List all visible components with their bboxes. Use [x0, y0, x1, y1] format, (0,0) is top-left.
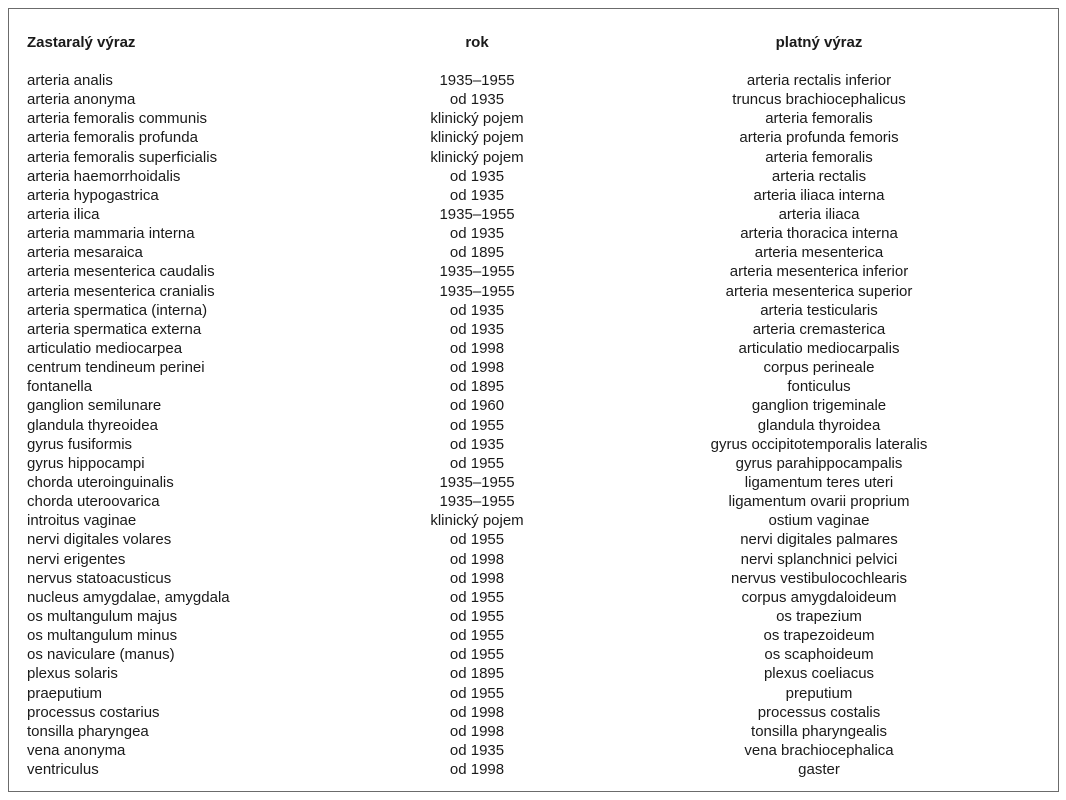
- table-row: [9, 71, 1058, 90]
- year-cell: od 1935: [449, 225, 505, 243]
- obsolete-term-cell: arteria femoralis communis: [27, 110, 208, 128]
- valid-term-cell: arteria thoracica interna: [740, 225, 898, 243]
- obsolete-term-cell: arteria femoralis superficialis: [27, 148, 218, 166]
- table-row: [9, 530, 1058, 549]
- valid-term-cell: corpus perineale: [763, 359, 875, 377]
- header-valid-term: platný výraz: [775, 34, 863, 51]
- valid-term-cell: arteria mesenterica: [754, 244, 884, 262]
- year-cell: od 1935: [449, 91, 505, 109]
- valid-term-cell: ligamentum ovarii proprium: [728, 493, 910, 511]
- obsolete-term-cell: arteria hypogastrica: [27, 186, 159, 204]
- obsolete-term-cell: arteria spermatica (interna): [27, 301, 208, 319]
- table-row: [9, 435, 1058, 454]
- obsolete-term-cell: articulatio mediocarpea: [27, 339, 183, 357]
- table-row: [9, 473, 1058, 492]
- obsolete-term-cell: gyrus fusiformis: [27, 435, 133, 453]
- valid-term-cell: gaster: [798, 761, 840, 779]
- obsolete-term-cell: os multangulum minus: [27, 627, 178, 645]
- table-row: [9, 243, 1058, 262]
- valid-term-cell: articulatio mediocarpalis: [738, 339, 900, 357]
- obsolete-term-cell: introitus vaginae: [27, 512, 137, 530]
- table-row: [9, 722, 1058, 741]
- year-cell: od 1998: [449, 722, 505, 740]
- year-cell: klinický pojem: [430, 110, 524, 128]
- obsolete-term-cell: nervus statoacusticus: [27, 569, 172, 587]
- year-cell: od 1895: [449, 378, 505, 396]
- obsolete-term-cell: vena anonyma: [27, 741, 126, 759]
- year-cell: od 1955: [449, 454, 505, 472]
- table-row: [9, 224, 1058, 243]
- terminology-table: [8, 8, 1059, 792]
- obsolete-term-cell: centrum tendineum perinei: [27, 359, 205, 377]
- table-row: [9, 109, 1058, 128]
- valid-term-cell: arteria testicularis: [760, 301, 878, 319]
- obsolete-term-cell: os multangulum majus: [27, 607, 178, 625]
- obsolete-term-cell: praeputium: [27, 684, 103, 702]
- table-row: [9, 167, 1058, 186]
- valid-term-cell: arteria femoralis: [765, 148, 873, 166]
- year-cell: od 1935: [449, 301, 505, 319]
- table-row: [9, 607, 1058, 626]
- valid-term-cell: gyrus parahippocampalis: [735, 454, 903, 472]
- obsolete-term-cell: ventriculus: [27, 761, 99, 779]
- year-cell: 1935–1955: [439, 72, 515, 89]
- valid-term-cell: arteria femoralis: [765, 110, 873, 128]
- table-row: [9, 396, 1058, 415]
- year-cell: od 1998: [449, 359, 505, 377]
- valid-term-cell: nervi splanchnici pelvici: [740, 550, 898, 568]
- year-cell: od 1998: [449, 761, 505, 779]
- year-cell: od 1998: [449, 550, 505, 568]
- table-row: [9, 511, 1058, 530]
- obsolete-term-cell: ganglion semilunare: [27, 397, 162, 415]
- valid-term-cell: ganglion trigeminale: [751, 397, 887, 415]
- year-cell: 1935–1955: [439, 493, 515, 511]
- obsolete-term-cell: arteria anonyma: [27, 91, 136, 109]
- table-row: [9, 377, 1058, 396]
- year-cell: od 1998: [449, 569, 505, 587]
- table-row: [9, 454, 1058, 473]
- obsolete-term-cell: gyrus hippocampi: [27, 454, 145, 472]
- year-cell: od 1960: [449, 397, 505, 415]
- valid-term-cell: arteria rectalis: [771, 167, 867, 185]
- table-row: [9, 205, 1058, 224]
- table-row: [9, 569, 1058, 588]
- valid-term-cell: arteria cremasterica: [752, 320, 886, 338]
- table-row: [9, 664, 1058, 683]
- obsolete-term-cell: nucleus amygdalae, amygdala: [27, 588, 230, 606]
- table-row: [9, 90, 1058, 109]
- valid-term-cell: nervi digitales palmares: [740, 531, 898, 549]
- table-row: [9, 684, 1058, 703]
- obsolete-term-cell: os naviculare (manus): [27, 646, 175, 664]
- valid-term-cell: os trapezoideum: [763, 627, 875, 645]
- year-cell: 1935–1955: [439, 473, 515, 491]
- table-row: [9, 741, 1058, 760]
- obsolete-term-cell: fontanella: [27, 378, 93, 396]
- valid-term-cell: os scaphoideum: [764, 646, 874, 664]
- year-cell: od 1955: [449, 588, 505, 606]
- year-cell: 1935–1955: [439, 282, 515, 300]
- year-cell: od 1895: [449, 244, 505, 262]
- obsolete-term-cell: tonsilla pharyngea: [27, 722, 149, 740]
- valid-term-cell: ostium vaginae: [768, 512, 870, 530]
- table-row: [9, 339, 1058, 358]
- year-cell: 1935–1955: [439, 263, 515, 281]
- valid-term-cell: vena brachiocephalica: [744, 741, 894, 759]
- header-year: rok: [465, 34, 489, 51]
- table-row: [9, 282, 1058, 301]
- year-cell: od 1955: [449, 684, 505, 702]
- table-body: [9, 71, 1058, 779]
- valid-term-cell: fonticulus: [787, 378, 851, 396]
- year-cell: od 1895: [449, 665, 505, 683]
- valid-term-cell: os trapezium: [776, 607, 862, 625]
- valid-term-cell: arteria iliaca interna: [753, 186, 885, 204]
- table-row: [9, 186, 1058, 205]
- valid-term-cell: arteria mesenterica superior: [725, 282, 913, 300]
- obsolete-term-cell: chorda uteroinguinalis: [27, 473, 174, 491]
- table-row: [9, 262, 1058, 281]
- valid-term-cell: preputium: [785, 684, 853, 702]
- obsolete-term-cell: nervi erigentes: [27, 550, 126, 568]
- table-row: [9, 492, 1058, 511]
- obsolete-term-cell: arteria analis: [27, 72, 113, 89]
- year-cell: od 1935: [449, 435, 505, 453]
- year-cell: klinický pojem: [430, 148, 524, 166]
- valid-term-cell: corpus amygdaloideum: [741, 588, 897, 606]
- valid-term-cell: processus costalis: [757, 703, 881, 721]
- year-cell: od 1955: [449, 416, 505, 434]
- valid-term-cell: plexus coeliacus: [763, 665, 875, 683]
- table-row: [9, 645, 1058, 664]
- table-header: [9, 33, 1058, 53]
- table-row: [9, 550, 1058, 569]
- table-row: [9, 128, 1058, 147]
- obsolete-term-cell: arteria mesaraica: [27, 244, 143, 262]
- year-cell: od 1955: [449, 646, 505, 664]
- obsolete-term-cell: arteria mesenterica cranialis: [27, 282, 215, 300]
- obsolete-term-cell: chorda uteroovarica: [27, 493, 160, 511]
- year-cell: od 1935: [449, 320, 505, 338]
- valid-term-cell: tonsilla pharyngealis: [751, 722, 887, 740]
- obsolete-term-cell: arteria spermatica externa: [27, 320, 202, 338]
- valid-term-cell: glandula thyroidea: [757, 416, 881, 434]
- obsolete-term-cell: processus costarius: [27, 703, 160, 721]
- table-row: [9, 301, 1058, 320]
- valid-term-cell: arteria mesenterica inferior: [729, 263, 909, 281]
- table-row: [9, 358, 1058, 377]
- header-obsolete-term: Zastaralý výraz: [27, 34, 136, 51]
- valid-term-cell: nervus vestibulocochlearis: [731, 569, 907, 587]
- obsolete-term-cell: arteria mammaria interna: [27, 225, 195, 243]
- valid-term-cell: arteria iliaca: [778, 205, 860, 223]
- table-row: [9, 320, 1058, 339]
- year-cell: od 1998: [449, 339, 505, 357]
- obsolete-term-cell: plexus solaris: [27, 665, 118, 683]
- table-row: [9, 760, 1058, 779]
- obsolete-term-cell: arteria mesenterica caudalis: [27, 263, 215, 281]
- year-cell: od 1955: [449, 607, 505, 625]
- valid-term-cell: ligamentum teres uteri: [744, 473, 894, 491]
- table-row: [9, 588, 1058, 607]
- obsolete-term-cell: arteria ilica: [27, 205, 100, 223]
- year-cell: od 1935: [449, 167, 505, 185]
- year-cell: od 1998: [449, 703, 505, 721]
- obsolete-term-cell: glandula thyreoidea: [27, 416, 158, 434]
- valid-term-cell: arteria profunda femoris: [739, 129, 899, 147]
- obsolete-term-cell: arteria femoralis profunda: [27, 129, 198, 147]
- year-cell: klinický pojem: [430, 129, 524, 147]
- year-cell: klinický pojem: [430, 512, 524, 530]
- year-cell: od 1935: [449, 186, 505, 204]
- year-cell: 1935–1955: [439, 205, 515, 223]
- table-row: [9, 626, 1058, 645]
- table-row: [9, 416, 1058, 435]
- table-row: [9, 703, 1058, 722]
- table-row: [9, 148, 1058, 167]
- valid-term-cell: truncus brachiocephalicus: [732, 91, 906, 109]
- valid-term-cell: gyrus occipitotemporalis lateralis: [710, 435, 928, 453]
- year-cell: od 1935: [449, 741, 505, 759]
- obsolete-term-cell: nervi digitales volares: [27, 531, 172, 549]
- year-cell: od 1955: [449, 531, 505, 549]
- year-cell: od 1955: [449, 627, 505, 645]
- valid-term-cell: arteria rectalis inferior: [746, 72, 892, 89]
- obsolete-term-cell: arteria haemorrhoidalis: [27, 167, 181, 185]
